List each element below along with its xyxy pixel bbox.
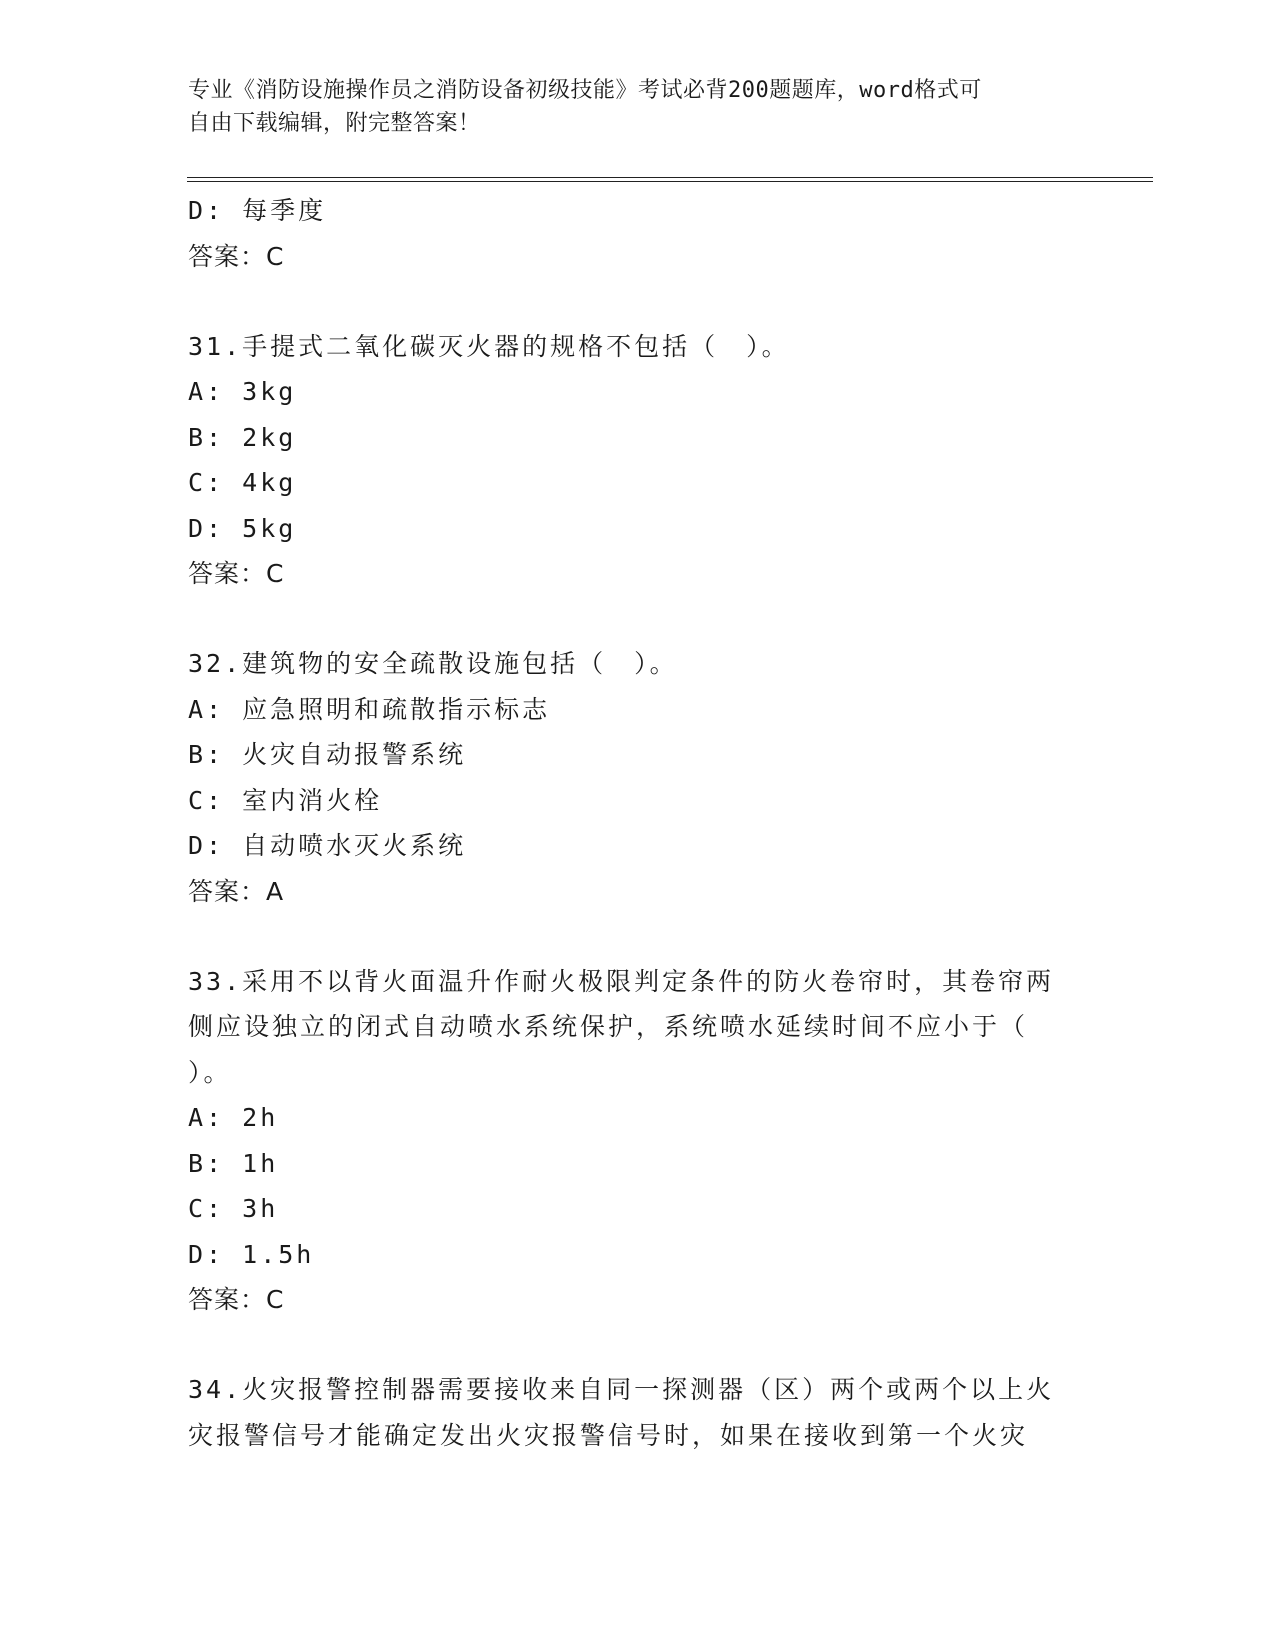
option-a: A: 2h xyxy=(188,1103,279,1132)
option-b: B: 2kg xyxy=(188,422,297,452)
question-stem-line-3: ）。 xyxy=(188,1057,232,1087)
question-34 xyxy=(188,1367,1088,1458)
option-d: D: 5kg xyxy=(188,513,297,543)
option-c: C: 3h xyxy=(188,1194,279,1223)
option-c: C: 4kg xyxy=(188,468,297,497)
spacer xyxy=(188,1322,1088,1367)
spacer xyxy=(188,596,1088,641)
question-stem: 31.手提式二氧化碳灭火器的规格不包括（ ）。 xyxy=(188,331,790,361)
answer-line: 答案：C xyxy=(188,559,285,588)
option-b: B: 火灾自动报警系统 xyxy=(188,740,467,769)
answer-line: 答案：A xyxy=(188,876,285,906)
option-d: D: 1.5h xyxy=(188,1239,315,1269)
question-stem-line-1: 33.采用不以背火面温升作耐火极限判定条件的防火卷帘时，其卷帘两 xyxy=(188,966,1055,996)
option-a: A: 应急照明和疏散指示标志 xyxy=(188,694,551,724)
question-32 xyxy=(188,641,1088,914)
option-b: B: 1h xyxy=(188,1148,279,1178)
option-a: A: 3kg xyxy=(188,377,297,406)
option-d: D: 每季度 xyxy=(188,196,327,225)
question-list xyxy=(188,188,1088,1458)
answer-line: 答案：C xyxy=(188,241,285,271)
spacer xyxy=(188,914,1088,959)
header-line-1: 专业《消防设施操作员之消防设备初级技能》考试必背200题题库，word格式可 xyxy=(188,78,982,103)
spacer xyxy=(188,279,1088,324)
question-stem-line-2: 侧应设独立的闭式自动喷水系统保护，系统喷水延续时间不应小于（ xyxy=(188,1012,1029,1041)
question-stem-line-2: 灾报警信号才能确定发出火灾报警信号时，如果在接收到第一个火灾 xyxy=(188,1420,1029,1450)
document-header xyxy=(188,74,1088,140)
header-divider-top xyxy=(187,177,1153,178)
header-divider-bottom xyxy=(187,181,1153,182)
question-stem: 32.建筑物的安全疏散设施包括（ ）。 xyxy=(188,649,678,678)
header-line-2: 自由下载编辑，附完整答案！ xyxy=(188,111,481,136)
option-d: D: 自动喷水灭火系统 xyxy=(188,831,467,860)
question-33 xyxy=(188,959,1088,1323)
question-stem-line-1: 34.火灾报警控制器需要接收来自同一探测器（区）两个或两个以上火 xyxy=(188,1375,1055,1404)
question-31 xyxy=(188,324,1088,597)
answer-line: 答案：C xyxy=(188,1285,285,1314)
option-c: C: 室内消火栓 xyxy=(188,785,383,815)
